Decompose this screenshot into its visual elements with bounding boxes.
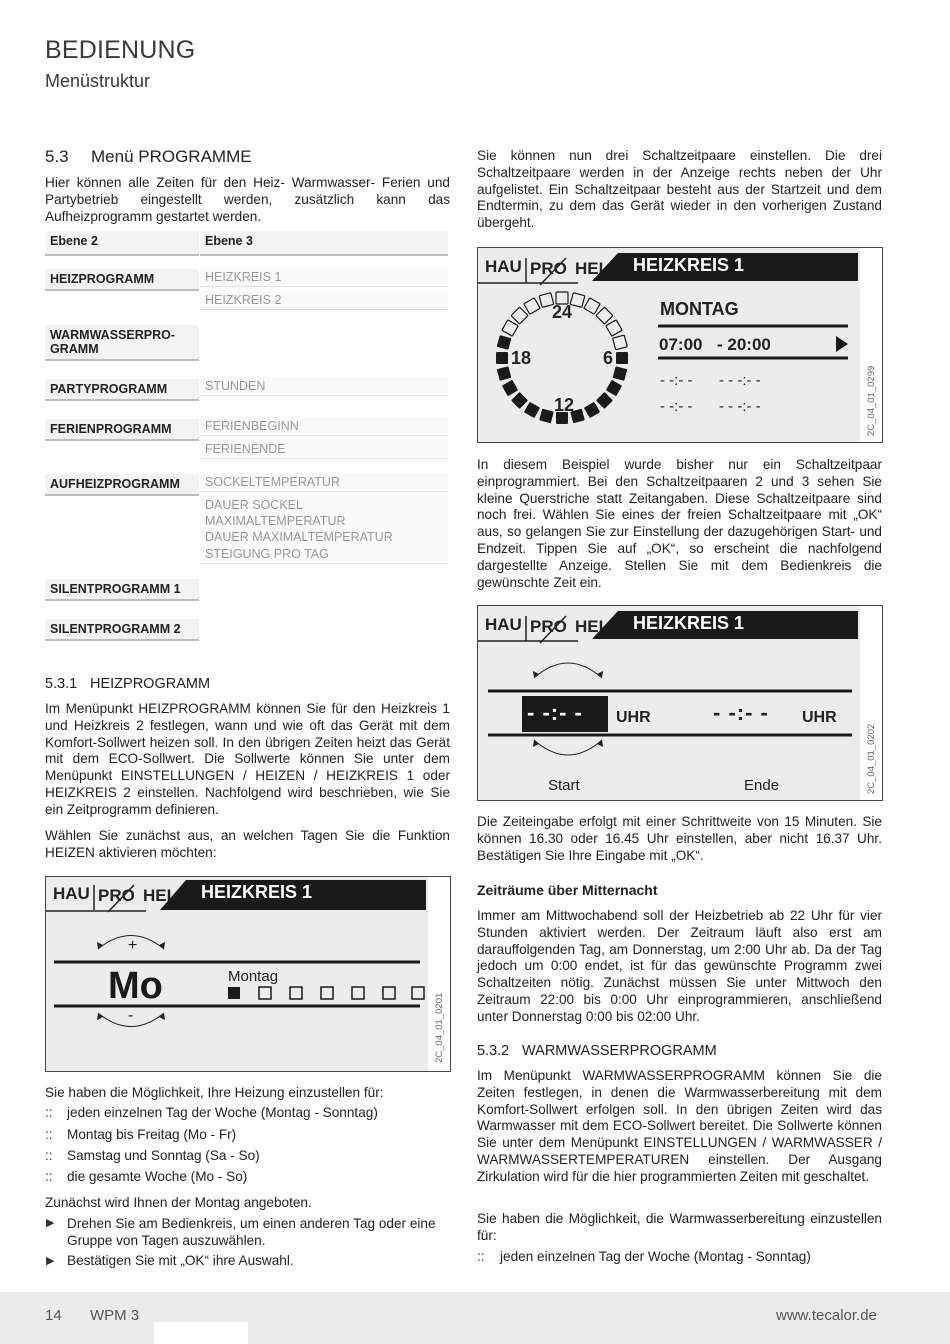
list-item: die gesamte Woche (Mo - So): [67, 1169, 248, 1184]
clock-segment: [524, 402, 540, 418]
display-time-entry: [477, 605, 883, 801]
tab-heizprogramm: HEI: [143, 886, 172, 905]
clock-segment: [524, 298, 540, 314]
section-intro: Hier können alle Zeiten für den Heiz- Warmwasser- Ferien und Partybetrieb eingestellt werden, zusätzlich kann das Aufheizprogramm gestartet werden.: [45, 175, 450, 224]
product-name: WPM 3: [90, 1307, 140, 1324]
schedule-start-2: - -:- -: [660, 372, 693, 389]
menu-item-label-line2: GRAMM: [50, 342, 99, 356]
submenu-item-sockeltemperatur: SOCKELTEMPERATUR: [200, 473, 448, 492]
clock-segment: [511, 307, 528, 324]
schedule-end-3: - - -:- -: [719, 398, 761, 415]
paragraph-time-step: Die Zeiteingabe erfolgt mit einer Schrittweite von 15 Minuten. Sie können 16.30 oder 16.45 Uhr einstellen, aber nicht 16.37 Uhr. Bestätigen Sie Ihre Eingabe mit „OK“.: [477, 814, 882, 863]
paragraph-monday: Zunächst wird Ihnen der Montag angeboten.: [45, 1195, 312, 1210]
clock-hour-12: 12: [554, 395, 575, 415]
submenu-item-ferienende: FERIENENDE: [200, 440, 448, 459]
clock-segment: [502, 380, 518, 396]
time-end-unit: UHR: [802, 709, 837, 726]
tab-hauptmenue: HAU: [485, 257, 522, 276]
page-header-subtitle: Menüstruktur: [45, 71, 151, 91]
day-abbrev: Mo: [108, 965, 163, 1007]
minus-sign: -: [128, 1007, 134, 1024]
clock-segment: [511, 392, 528, 409]
list-bullet-icon: ::: [45, 1127, 53, 1142]
page-number: 14: [45, 1307, 62, 1324]
figure-code: 2C_04_01_0299: [866, 365, 877, 436]
list-bullet-icon: ::: [45, 1105, 53, 1120]
display-day-select: [45, 876, 451, 1072]
tab-programme: PRO: [98, 886, 135, 905]
paragraph-heizprogramm: Im Menüpunkt HEIZPROGRAMM können Sie für den Heizkreis 1 und Heizkreis 2 festlegen, wann und wie oft das Gerät mit dem Komfort-Sollwert heizen soll. In den übrigen Zeiten heizt das Gerät mit dem ECO-Sollwert. Die Sollwerte können Sie unter dem Menüpunkt EINSTELLUNGEN / HEIZEN / HEIZKREIS 1 oder HEIZKREIS 2 einstellen. Nachfolgend wird beschrieben, wie Sie ein Zeitprogramm definieren.: [45, 701, 450, 817]
schedule-end-2: - - -:- -: [719, 372, 761, 389]
display-title: HEIZKREIS 1: [201, 882, 313, 902]
step-item: Bestätigen Sie mit „OK“ ihre Auswahl.: [67, 1253, 294, 1268]
clock-segment: [596, 392, 613, 409]
list-item: Samstag und Sonntag (Sa - So): [67, 1148, 260, 1163]
start-label: Start: [548, 777, 580, 794]
clock-segment: [496, 352, 508, 364]
tab-hauptmenue: HAU: [53, 884, 90, 903]
clock-segment: [596, 307, 613, 324]
clock-segment: [613, 366, 628, 381]
schedule-start-1: 07:00: [659, 335, 703, 354]
clock-hour-6: 6: [603, 348, 614, 368]
footer-url: www.tecalor.de: [776, 1307, 877, 1324]
paragraph-midnight: Immer am Mittwochabend soll der Heizbetrieb ab 22 Uhr für vier Stunden aktiviert werden. Der Zeitraum läuft also erst am darauffolgenden Tag, am Donnerstag, um 2:00 Uhr ab. Da der Tag jedoch um 0:00 endet, ist für das gewünschte Programm zwei Schaltzeiten nötig. Zunächst müssen Sie unter Mittwoch den Zeitraum 22:00 bis 0:00 Uhr einprogrammieren, anschließend unter Donnerstag 0:00 bis 02:00 Uhr.: [477, 908, 882, 1024]
clock-hour-18: 18: [511, 348, 532, 368]
step-item: Drehen Sie am Bedienkreis, um einen anderen Tag oder eine Gruppe von Tagen auszuwählen.: [67, 1216, 436, 1248]
paragraph-schaltzeitpaare: Sie können nun drei Schaltzeitpaare einstellen. Die drei Schaltzeitpaare werden in der Anzeige rechts neben der Uhr aufgelistet. Ein Schaltzeitpaar besteht aus der Startzeit und dem Endtermin, zu dem das Gerät wieder in den vorherigen Zustand übergeht.: [477, 148, 882, 231]
footer-tab: [154, 1322, 248, 1344]
menu-item-aufheizprogramm: AUFHEIZPROGRAMM: [45, 474, 199, 496]
clock-segment: [606, 320, 622, 336]
menu-item-silentprogramm-1: SILENTPROGRAMM 1: [45, 579, 199, 601]
clock-segment: [606, 380, 622, 396]
step-arrow-icon: ▶: [46, 1217, 55, 1229]
paragraph-select-days: Wählen Sie zunächst aus, an welchen Tagen Sie die Funktion HEIZEN aktivieren möchten:: [45, 828, 450, 860]
submenu-item-heizkreis-1: HEIZKREIS 1: [200, 268, 448, 287]
submenu-item-heizkreis-2: HEIZKREIS 2: [200, 291, 448, 310]
menu-item-silentprogramm-2: SILENTPROGRAMM 2: [45, 619, 199, 641]
time-start-unit: UHR: [616, 709, 651, 726]
clock-segment: [613, 335, 628, 350]
table-header-ebene3: Ebene 3: [200, 231, 448, 256]
submenu-item-stunden: STUNDEN: [200, 377, 448, 396]
clock-segment: [539, 409, 554, 424]
tab-programme: PRO: [530, 259, 567, 278]
submenu-item-maximaltemperatur: MAXIMALTEMPERATUR: [200, 512, 448, 531]
schedule-end-1: - 20:00: [717, 335, 771, 354]
paragraph-warmwasser: Im Menüpunkt WARMWASSERPROGRAMM können Sie die Zeiten festlegen, in denen die Warmwasserbereitung mit dem Komfort-Sollwert erfolgen soll. In den übrigen Zeiten wird das Warmwasser mit dem ECO-Sollwert bereitet. Die Sollwerte können Sie unter dem Menüpunkt EINSTELLUNGEN / WARMWASSER / WARMWASSERTEMPERATUREN einstellen. Der Ausgang Zirkulation wird für die hier programmierten Zeiten mit geschaltet.: [477, 1068, 882, 1184]
clock-segment: [497, 335, 512, 350]
weekday-checkboxes: [226, 985, 426, 1001]
list-bullet-icon: ::: [45, 1169, 53, 1184]
submenu-item-ferienbeginn: FERIENBEGINN: [200, 417, 448, 436]
subsection-number: 5.3.2: [477, 1043, 510, 1059]
subsection-heading: HEIZPROGRAMM: [90, 676, 211, 692]
menu-item-partyprogramm: PARTYPROGRAMM: [45, 379, 199, 401]
time-start-value: - -:- -: [527, 700, 583, 725]
menu-item-label-line1: WARMWASSERPRO-: [50, 328, 175, 342]
list-item: jeden einzelnen Tag der Woche (Montag - Sonntag): [67, 1105, 378, 1120]
clock-segment: [502, 320, 518, 336]
end-label: Ende: [744, 777, 780, 794]
table-header-ebene2: Ebene 2: [45, 231, 199, 256]
paragraph-example: In diesem Beispiel wurde bisher nur ein Schaltzeitpaar einprogrammiert. Bei den Schaltzeitpaaren 2 und 3 sehen Sie kleine Querstriche statt Zeitangaben. Diese Schaltzeitpaare sind noch frei. Wählen Sie eines der freien Schaltzeitpaare mit „OK“ aus, so gelangen Sie zur Einstellung der dazugehörigen Start- und Endzeit. Tippen Sie auf „OK“, so erscheint die nachfolgend dargestellte Anzeige. Stellen Sie mit dem Bedienkreis die gewünschte Zeit ein.: [477, 457, 882, 590]
display-title: HEIZKREIS 1: [633, 255, 745, 275]
submenu-item-steigung-pro-tag: STEIGUNG PRO TAG: [200, 545, 448, 564]
time-end-value: - -:- -: [713, 700, 769, 725]
tab-programme: PRO: [530, 617, 567, 636]
schedule-start-3: - -:- -: [660, 398, 693, 415]
tab-heizprogramm: HEI: [575, 617, 604, 636]
menu-item-warmwasserprogramm: [45, 325, 199, 361]
list-bullet-icon: ::: [477, 1249, 485, 1264]
clock-segment: [616, 352, 628, 364]
list-item: Montag bis Freitag (Mo - Fr): [67, 1127, 237, 1142]
list-item: jeden einzelnen Tag der Woche (Montag - Sonntag): [500, 1249, 811, 1264]
day-label: Montag: [228, 968, 279, 985]
section-number: 5.3: [45, 147, 69, 166]
display-title: HEIZKREIS 1: [633, 613, 745, 633]
plus-sign: +: [128, 937, 138, 954]
display-clock: [477, 247, 883, 443]
subsection-number: 5.3.1: [45, 676, 78, 692]
submenu-item-dauer-sockel: DAUER SOCKEL: [200, 496, 448, 515]
submenu-item-dauer-maximaltemperatur: DAUER MAXIMALTEMPERATUR: [200, 528, 448, 547]
clock-segment: [497, 366, 512, 381]
clock-segment: [584, 298, 600, 314]
clock-hour-24: 24: [552, 302, 573, 322]
list-bullet-icon: ::: [45, 1148, 53, 1163]
clock-segment: [570, 293, 585, 308]
page-header-title: BEDIENUNG: [45, 36, 196, 64]
menu-item-heizprogramm: HEIZPROGRAMM: [45, 269, 199, 291]
heading-midnight: Zeiträume über Mitternacht: [477, 882, 658, 898]
figure-code: 2C_04_01_0201: [434, 992, 445, 1063]
paragraph-options: Sie haben die Möglichkeit, Ihre Heizung einzustellen für:: [45, 1085, 384, 1100]
figure-code: 2C_04_01_0202: [866, 723, 877, 794]
paragraph-warmwasser-options: Sie haben die Möglichkeit, die Warmwasserbereitung einzustellen für:: [477, 1211, 882, 1243]
section-heading: Menü PROGRAMME: [91, 147, 252, 166]
clock-segment: [584, 402, 600, 418]
subsection-heading: WARMWASSERPROGRAMM: [522, 1043, 717, 1059]
schedule-day: MONTAG: [660, 299, 739, 319]
step-arrow-icon: ▶: [46, 1255, 55, 1267]
menu-item-ferienprogramm: FERIENPROGRAMM: [45, 419, 199, 441]
tab-hauptmenue: HAU: [485, 615, 522, 634]
tab-heizprogramm: HEI: [575, 259, 604, 278]
